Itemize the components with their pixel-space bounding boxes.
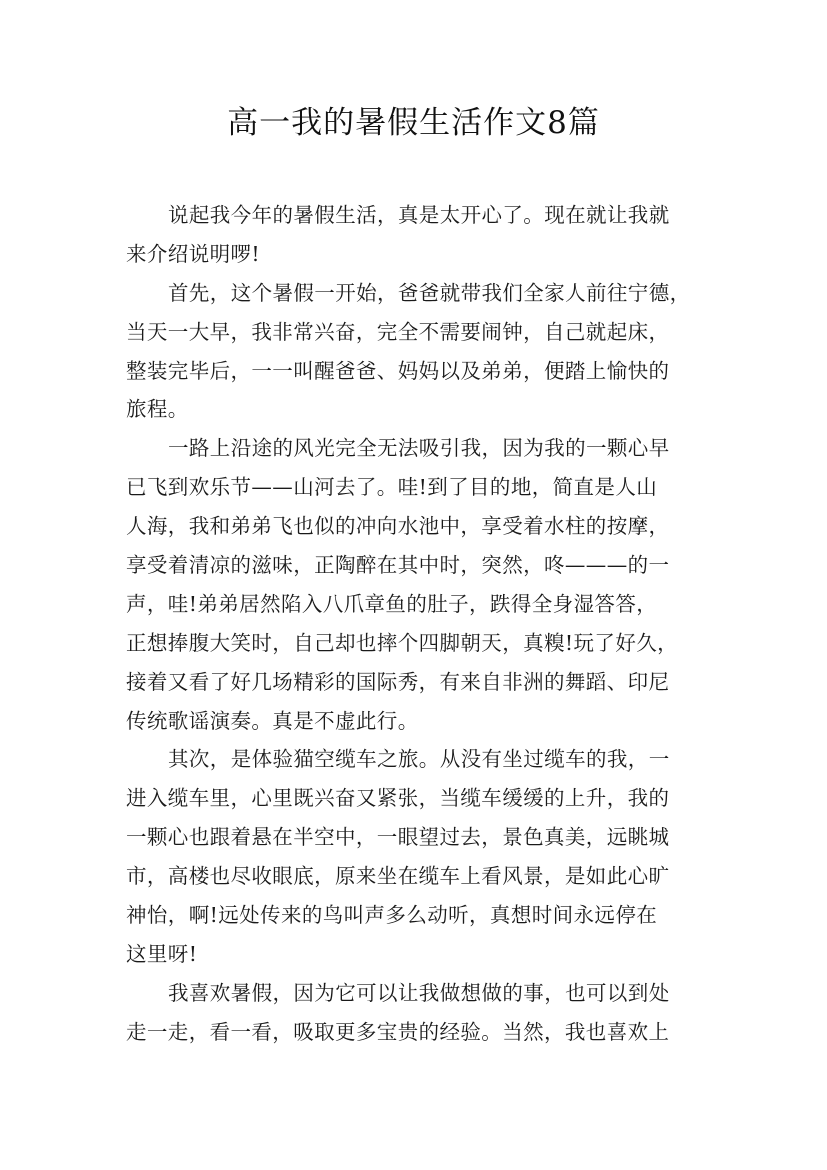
body-line: 传统歌谣演奏。真是不虚此行。: [126, 708, 419, 733]
body-line: 旅程。: [126, 397, 189, 422]
body-line: 人海，我和弟弟飞也似的冲向水池中，享受着水柱的按摩，: [126, 514, 670, 539]
body-line: 市，高楼也尽收眼底，原来坐在缆车上看风景，是如此心旷: [126, 864, 670, 889]
body-line: 神怡，啊!远处传来的鸟叫声多么动听，真想时间永远停在: [126, 903, 658, 928]
document-body: [126, 196, 704, 1052]
body-line: 当天一大早，我非常兴奋，完全不需要闹钟，自己就起床，: [126, 319, 670, 344]
body-line: 享受着清凉的滋味，正陶醉在其中时，突然，咚———的一: [126, 553, 670, 578]
body-line: 一颗心也跟着悬在半空中，一眼望过去，景色真美，远眺城: [126, 825, 670, 850]
body-line: 首先，这个暑假一开始，爸爸就带我们全家人前往宁德，: [168, 280, 691, 305]
body-line: 走一走，看一看，吸取更多宝贵的经验。当然，我也喜欢上: [126, 1019, 670, 1044]
body-line: 接着又看了好几场精彩的国际秀，有来自非洲的舞蹈、印尼: [126, 669, 670, 694]
body-line: 已飞到欢乐节——山河去了。哇!到了目的地，简直是人山: [126, 475, 658, 500]
body-line: 声，哇!弟弟居然陷入八爪章鱼的肚子，跌得全身湿答答，: [126, 591, 658, 616]
document-title: 高一我的暑假生活作文8篇: [227, 105, 600, 141]
body-line: 来介绍说明啰!: [126, 241, 261, 266]
body-line: 一路上沿途的风光完全无法吸引我，因为我的一颗心早: [168, 436, 670, 461]
body-line: 说起我今年的暑假生活，真是太开心了。现在就让我就: [168, 203, 670, 227]
body-line: 其次，是体验猫空缆车之旅。从没有坐过缆车的我，一: [168, 747, 670, 772]
body-line: 我喜欢暑假，因为它可以让我做想做的事，也可以到处: [168, 980, 670, 1005]
body-line: 进入缆车里，心里既兴奋又紧张，当缆车缓缓的上升，我的: [126, 786, 670, 811]
body-line: 整装完毕后，一一叫醒爸爸、妈妈以及弟弟，便踏上愉快的: [126, 358, 670, 383]
body-line: 正想捧腹大笑时，自己却也摔个四脚朝天，真糗!玩了好久，: [126, 630, 679, 655]
body-line: 这里呀!: [126, 941, 198, 966]
